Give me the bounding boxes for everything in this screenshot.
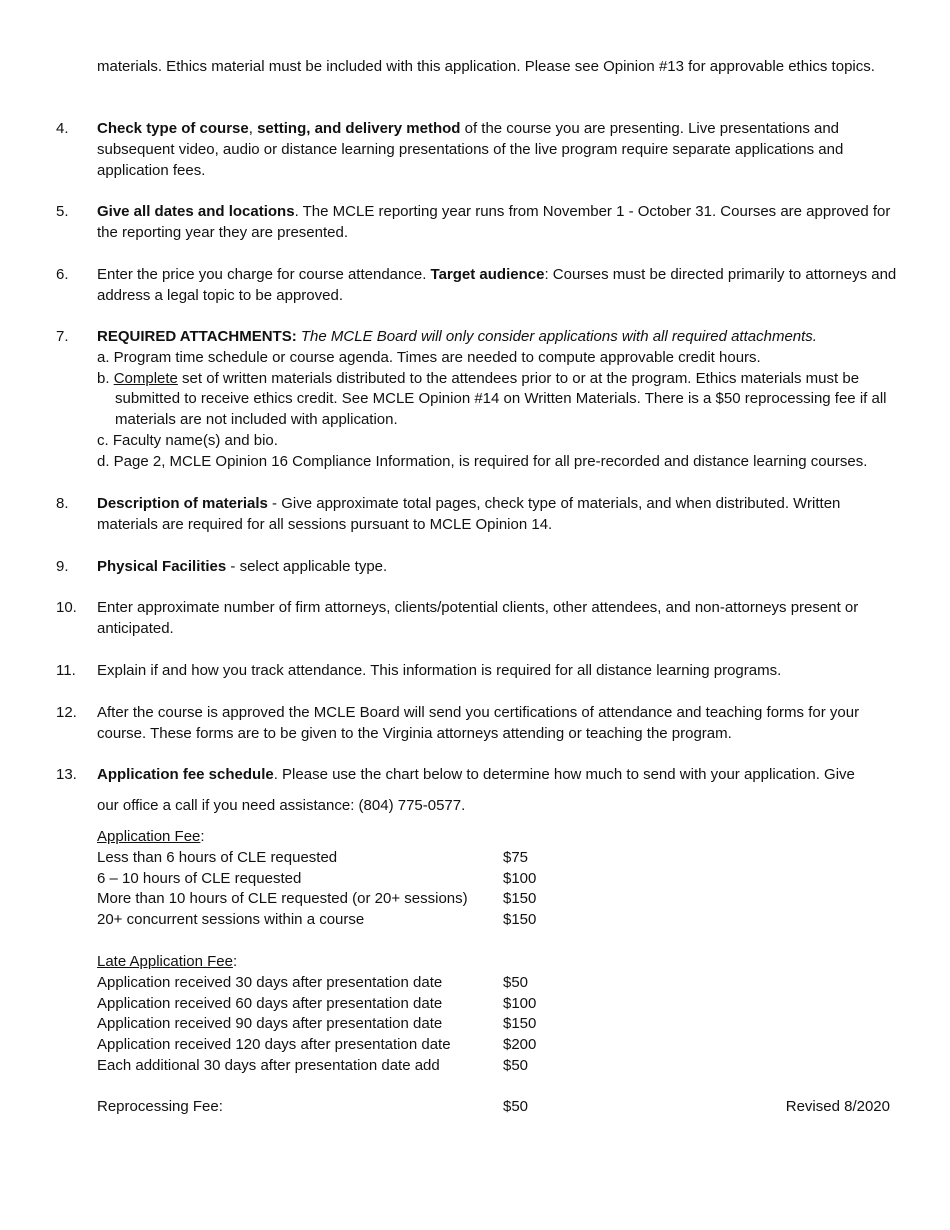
fee-amount: $50 <box>503 1056 529 1074</box>
revision-note: Revised 8/2020 <box>785 1098 890 1115</box>
subitem-d: d. Page 2, MCLE Opinion 16 Compliance Information, is required for all pre-recorded and distance learning courses. <box>97 452 868 470</box>
fee-row <box>97 848 557 869</box>
item-number: 6. <box>56 266 69 283</box>
fee-amount: $100 <box>503 869 537 887</box>
item-text: Give all dates and locations. The MCLE reporting year runs from November 1 - October 31. Courses are approved for the reporting year they are presented. <box>97 203 891 241</box>
fee-amount: $150 <box>503 890 537 908</box>
item-number: 13. <box>56 766 77 783</box>
fee-label: Application received 30 days after presentation date <box>97 973 443 991</box>
item-text: Explain if and how you track attendance. This information is required for all distance learning programs. <box>97 662 782 679</box>
item-number: 8. <box>56 495 69 512</box>
fee-amount: $50 <box>503 1098 529 1115</box>
fee-row <box>97 889 557 910</box>
fee-amount: $75 <box>503 848 529 866</box>
fee-label: 6 – 10 hours of CLE requested <box>97 869 302 887</box>
fee-row <box>97 1014 557 1035</box>
item-number: 11. <box>56 662 76 679</box>
item-text-line2: our office a call if you need assistance: (804) 775-0577. <box>97 797 466 814</box>
fee-amount: $150 <box>503 1015 537 1033</box>
fee-amount: $100 <box>503 994 537 1012</box>
item-text: After the course is approved the MCLE Board will send you certifications of attendance and teaching forms for your course. These forms are to be given to the Virginia attorneys attending or teaching the program. <box>97 704 860 742</box>
fee-label: More than 10 hours of CLE requested (or 20+ sessions) <box>97 890 468 908</box>
fee-row <box>97 910 557 931</box>
fee-label: Application received 90 days after presentation date <box>97 1015 443 1033</box>
subitem-c: c. Faculty name(s) and bio. <box>97 431 278 449</box>
intro-continuation: materials. Ethics material must be included with this application. Please see Opinion #13 for approvable ethics topics. <box>97 58 875 75</box>
reprocessing-fee <box>97 1097 557 1118</box>
late-fee-table <box>97 952 557 1077</box>
fee-amount: $150 <box>503 911 537 929</box>
item-heading: REQUIRED ATTACHMENTS: The MCLE Board will only consider applications with all required attachments. <box>97 328 817 345</box>
item-text: Enter approximate number of firm attorneys, clients/potential clients, other attendees, and non-attorneys present or anticipated. <box>97 599 859 637</box>
item-number: 9. <box>56 558 69 575</box>
item-text <box>97 327 902 473</box>
fee-label: 20+ concurrent sessions within a course <box>97 911 365 929</box>
item-text: Enter the price you charge for course attendance. Target audience: Courses must be directed primarily to attorneys and address a legal topic to be approved. <box>97 266 897 304</box>
fee-label: Application received 60 days after presentation date <box>97 994 443 1012</box>
application-fee-table <box>97 827 557 931</box>
item-number: 10. <box>56 599 77 616</box>
subitem-a: a. Program time schedule or course agenda. Times are needed to compute approvable credit hours. <box>97 348 761 366</box>
late-fee-heading: Late Application Fee: <box>97 953 238 970</box>
item-text: Check type of course, setting, and delivery method of the course you are presenting. Live presentations and subsequent video, audio or distance learning presentations of the live program require separate applications and application fees. <box>97 120 844 179</box>
subitem-b: b. Complete set of written materials distributed to the attendees prior to or at the program. Ethics materials must be submitted to receive ethics credit. See MCLE Opinion #14 on Written Materials. There is a $50 reprocessing fee if all materials are not included with application. <box>97 369 887 429</box>
item-number: 7. <box>56 328 69 345</box>
item-text: Description of materials - Give approximate total pages, check type of materials, and when distributed. Written materials are required for all sessions pursuant to MCLE Opinion 14. <box>97 495 841 533</box>
fee-label: Reprocessing Fee: <box>97 1098 223 1115</box>
item-number: 12. <box>56 704 77 721</box>
fee-label: Application received 120 days after presentation date <box>97 1036 451 1054</box>
fee-row <box>97 869 557 890</box>
fee-amount: $50 <box>503 973 529 991</box>
application-fee-heading: Application Fee: <box>97 828 205 845</box>
fee-row <box>97 994 557 1015</box>
fee-row <box>97 1097 557 1118</box>
fee-label: Each additional 30 days after presentation date add <box>97 1056 440 1074</box>
fee-label: Less than 6 hours of CLE requested <box>97 848 338 866</box>
item-number: 5. <box>56 203 69 220</box>
item-text: Physical Facilities - select applicable type. <box>97 558 388 575</box>
item-number: 4. <box>56 120 69 137</box>
fee-row <box>97 1056 557 1077</box>
fee-row <box>97 1035 557 1056</box>
fee-row <box>97 973 557 994</box>
item-text: Application fee schedule. Please use the chart below to determine how much to send with your application. Give <box>97 766 855 783</box>
fee-amount: $200 <box>503 1036 537 1054</box>
